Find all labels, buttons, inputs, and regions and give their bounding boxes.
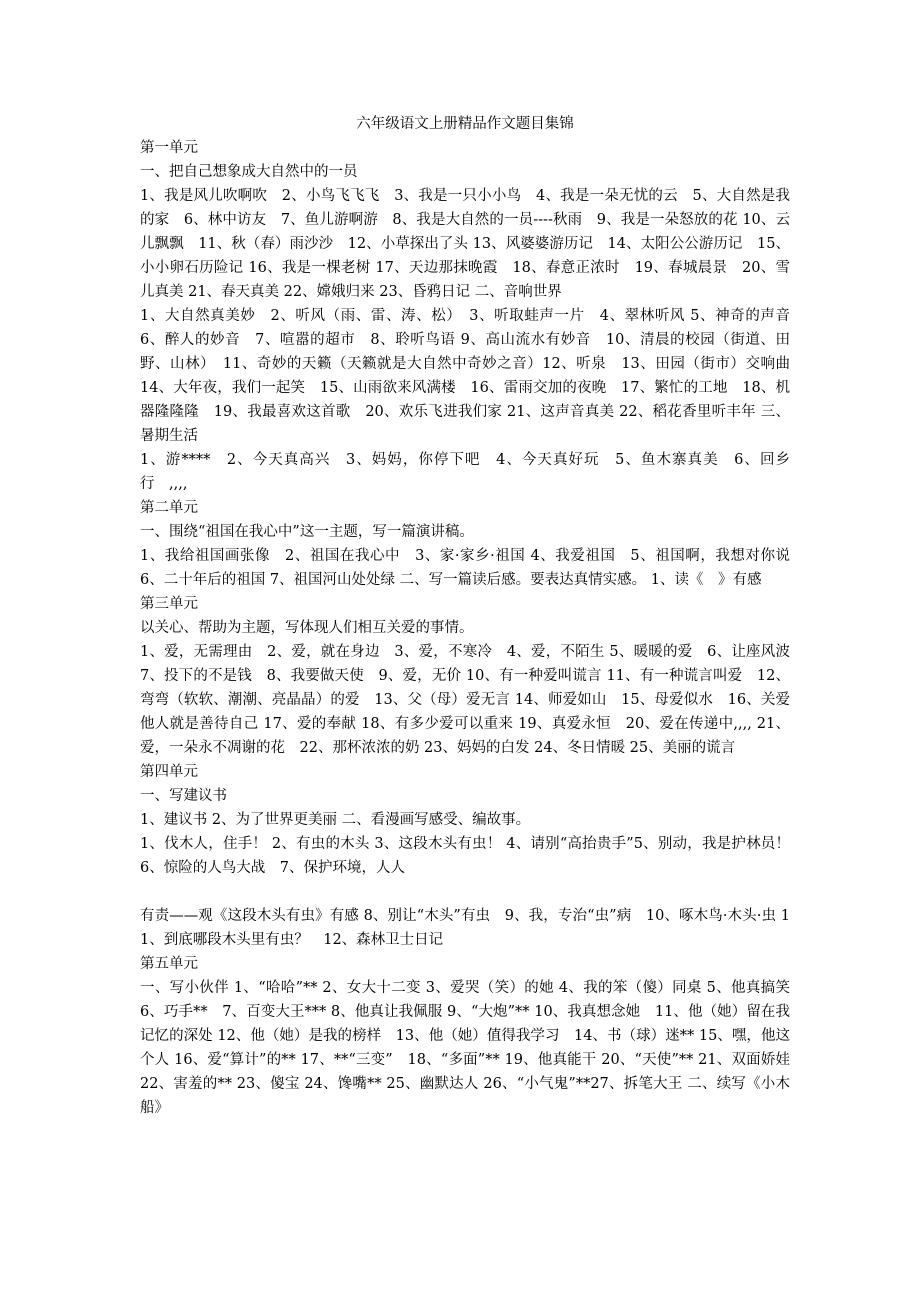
unit-heading: 第一单元 — [140, 140, 198, 156]
section-heading: 一、把自己想象成大自然中的一员 — [140, 164, 358, 180]
unit-heading: 第三单元 — [140, 596, 198, 612]
section-heading: 以关心、帮助为主题，写体现人们相互关爱的事情。 — [140, 620, 474, 636]
section-heading: 一、围绕“祖国在我心中”这一主题，写一篇演讲稿。 — [140, 524, 474, 540]
unit-heading: 第二单元 — [140, 500, 198, 516]
topic-list: 1、游**** 2、今天真高兴 3、妈妈，你停下吧 4、今天真好玩 5、鱼木寨真美 6、回乡行 ,,,, — [140, 452, 790, 492]
document-body — [140, 112, 805, 1120]
topic-list: 1、建议书 2、为了世界更美丽 二、看漫画写感受、编故事。 — [140, 812, 531, 828]
topic-list: 一、写小伙伴 1、“哈哈”** 2、女大十二变 3、爱哭（笑）的她 4、我的笨（傻）同桌 5、他真搞笑 6、巧手** 7、百变大王*** 8、他真让我佩服 9、“大炮”** 10、我真想念她 11、他（她）留在我记忆的深处 12、他（她）是我的榜样 13、他（她）值得我学习 14、书（球）迷** 15、嘿，他这个人 16、爱“算计”的** 17、**“三变” 18、“多面”** 19、他真能干 20、“天使”** 21、双面娇娃 22、害羞的** 23、傻宝 24、馋嘴** 25、幽默达人 26、“小气鬼”**27、拆笔大王 二、续写《小木船》 — [140, 980, 790, 1116]
topic-list: 有责——观《这段木头有虫》有感 8、别让“木头”有虫 9、我，专治“虫”病 10、啄木鸟·木头·虫 11、到底哪段木头里有虫？ 12、森林卫士日记 — [140, 908, 790, 948]
topic-list: 1、我给祖国画张像 2、祖国在我心中 3、家·家乡·祖国 4、我爱祖国 5、祖国啊，我想对你说 6、二十年后的祖国 7、祖国河山处处绿 二、写一篇读后感。要表达真情实感。 1、读《 》有感 — [140, 548, 790, 588]
document-title: 六年级语文上册精品作文题目集锦 — [356, 116, 574, 132]
topic-list: 1、爱，无需理由 2、爱，就在身边 3、爱，不寒冷 4、爱，不陌生 5、暖暖的爱 6、让座风波 7、投下的不是钱 8、我要做天使 9、爱，无价 10、有一种爱叫谎言 11、有一种谎言叫爱 12、弯弯（软软、潮潮、亮晶晶）的爱 13、父（母）爱无言 14、师爱如山 15、母爱似水 16、关爱他人就是善待自己 17、爱的奉献 18、有多少爱可以重来 19、真爱永恒 20、爱在传递中,,,, 21、爱，一朵永不凋谢的花 22、那杯浓浓的奶 23、妈妈的白发 24、冬日情暖 25、美丽的谎言 — [140, 644, 805, 756]
topic-list: 1、伐木人，住手！ 2、有虫的木头 3、这段木头有虫！ 4、请别“高抬贵手”5、别动，我是护林员！ 6、惊险的人鸟大战 7、保护环境，人人 — [140, 836, 790, 876]
unit-heading: 第五单元 — [140, 956, 198, 972]
topic-list: 1、我是风儿吹啊吹 2、小鸟飞飞飞 3、我是一只小小鸟 4、我是一朵无忧的云 5、大自然是我的家 6、林中访友 7、鱼儿游啊游 8、我是大自然的一员----秋雨 9、我是一朵怒放的花 10、云儿飘飘 11、秋（春）雨沙沙 12、小草探出了头 13、风婆婆游历记 14、太阳公公游历记 15、小小卵石历险记 16、我是一棵老树 17、天边那抹晚霞 18、春意正浓时 19、春城晨景 20、雪儿真美 21、春天真美 22、嫦娥归来 23、昏鸦日记 二、音响世界 — [140, 188, 790, 300]
paragraph-gap — [140, 880, 790, 904]
section-heading: 一、写建议书 — [140, 788, 227, 804]
topic-list: 1、大自然真美妙 2、听风（雨、雷、涛、松） 3、听取蛙声一片 4、翠林听风 5、神奇的声音 6、醉人的妙音 7、喧嚣的超市 8、聆听鸟语 9、高山流水有妙音 10、清晨的校园（街道、田野、山林） 11、奇妙的天籁（天籁就是大自然中奇妙之音）12、听泉 13、田园（街市）交响曲 14、大年夜，我们一起笑 15、山雨欲来风满楼 16、雷雨交加的夜晚 17、繁忙的工地 18、机器隆隆隆 19、我最喜欢这首歌 20、欢乐飞进我们家 21、这声音真美 22、稻花香里听丰年 三、暑期生活 — [140, 308, 805, 444]
unit-heading: 第四单元 — [140, 764, 198, 780]
